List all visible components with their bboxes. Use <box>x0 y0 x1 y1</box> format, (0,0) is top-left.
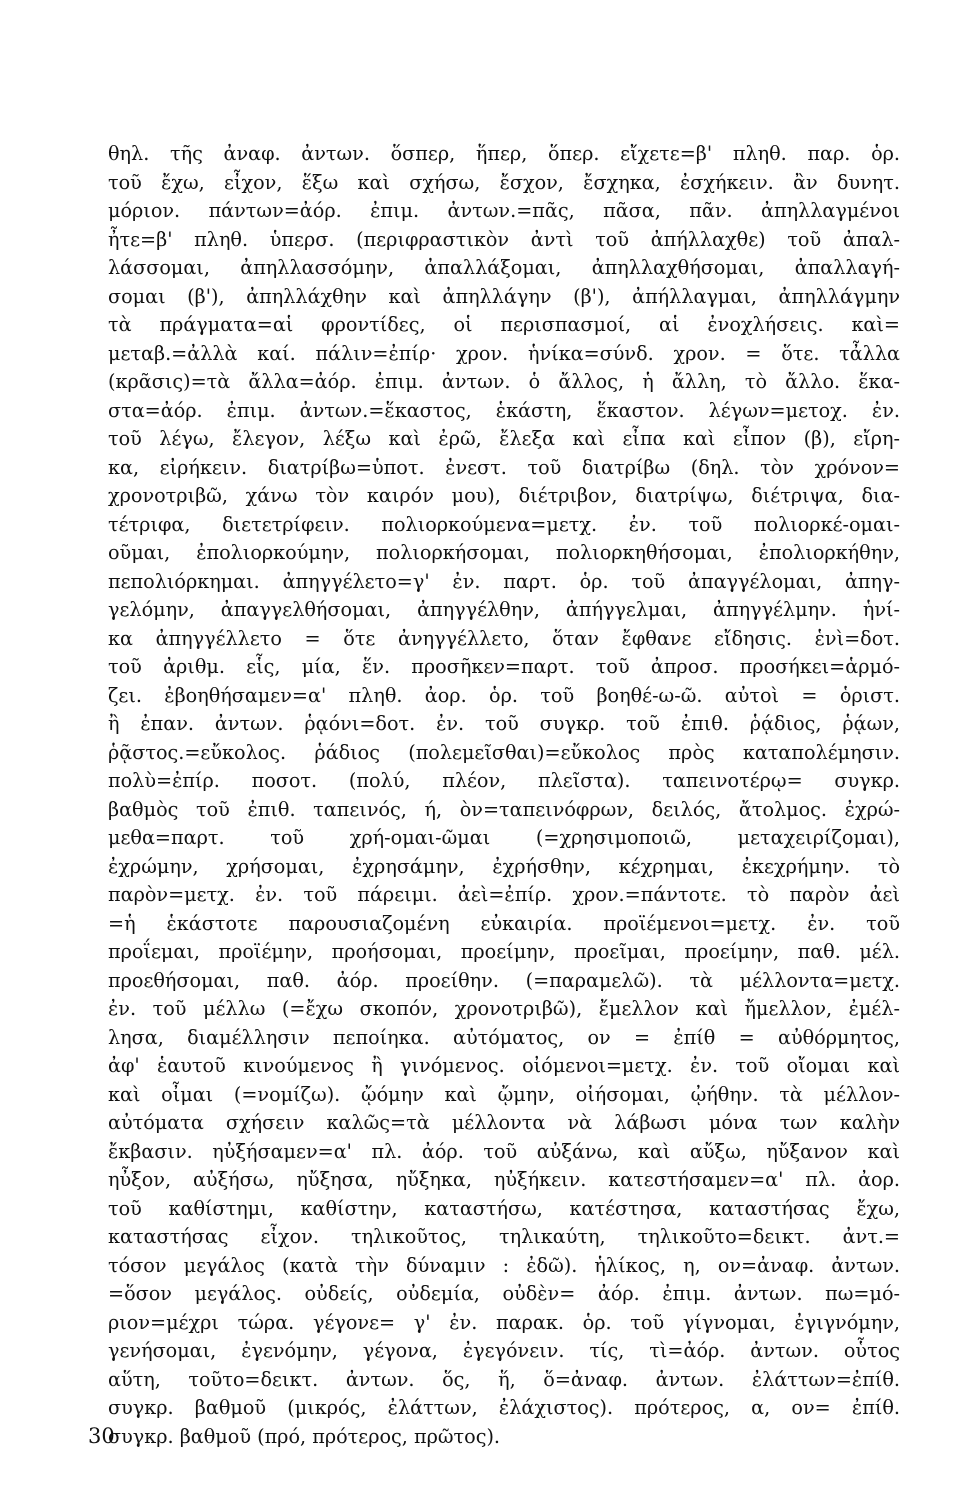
text-line: =ἡ ἑκάστοτε παρουσιαζομένη εὐκαιρία. προϊέμενοι=μετχ. ἐν. τοῦ <box>108 911 900 935</box>
text-line: τοῦ λέγω, ἔλεγον, λέξω καὶ ἐρῶ, ἔλεξα καὶ εἶπα καὶ εἶπον (β), εἴρη- <box>108 427 900 450</box>
text-line: τοῦ ἀριθμ. εἷς, μία, ἕν. προσῆκεν=παρτ. τοῦ ἀπροσ. προσήκει=ἁρμό- <box>108 655 900 678</box>
text-line: ηὖξον, αὐξήσω, ηὔξησα, ηὔξηκα, ηὐξήκειν. κατεστήσαμεν=α' πλ. ἀορ. <box>108 1168 900 1191</box>
text-line: τὰ πράγματα=αἱ φροντίδες, οἱ περισπασμοί, αἱ ἐνοχλήσεις. καὶ= <box>108 313 900 336</box>
text-line: ἀφ' ἑαυτοῦ κινούμενος ἢ γινόμενος. οἰόμενοι=μετχ. ἐν. τοῦ οἴομαι καὶ <box>108 1054 900 1077</box>
text-line: τέτριφα, διετετρίφειν. πολιορκούμενα=μετχ. ἐν. τοῦ πολιορκέ-ομαι- <box>108 512 900 536</box>
text-line: κα ἀπηγγέλλετο = ὅτε ἀνηγγέλλετο, ὅταν ἔφθανε εἴδησις. ἑνὶ=δοτ. <box>108 626 900 650</box>
text-line: =ὅσον μεγάλος. οὐδείς, οὐδεμία, οὐδὲν= ἀόρ. ἐπιμ. ἀντων. πω=μό- <box>108 1282 900 1305</box>
text-line: παρὸν=μετχ. ἐν. τοῦ πάρειμι. ἀεὶ=ἐπίρ. χρον.=πάντοτε. τὸ παρὸν ἀεὶ <box>108 883 900 906</box>
text-line: λησα, διαμέλλησιν πεποίηκα. αὐτόματος, ον = ἐπίθ = αὐθόρμητος, <box>108 1025 900 1049</box>
text-line: τοῦ ἔχω, εἶχον, ἕξω καὶ σχήσω, ἔσχον, ἔσχηκα, ἐσχήκειν. ἂν δυνητ. <box>108 170 900 194</box>
text-line: σομαι (β'), ἀπηλλάχθην καὶ ἀπηλλάγην (β'), ἀπήλλαγμαι, ἀπηλλάγμην <box>108 284 900 308</box>
text-line: μεταβ.=ἀλλὰ καί. πάλιν=ἐπίρ· χρον. ἡνίκα=σύνδ. χρον. = ὅτε. τἆλλα <box>108 341 900 365</box>
text-line: τοῦ καθίστημι, καθίστην, καταστήσω, κατέστησα, καταστήσας ἔχω, <box>108 1196 900 1220</box>
text-line: συγκρ. βαθμοῦ (πρό, πρότερος, πρῶτος). <box>108 1424 501 1448</box>
text-line: μεθα=παρτ. τοῦ χρή-ομαι-ῶμαι (=χρησιμοποιῶ, μεταχειρίζομαι), <box>108 826 900 849</box>
text-line: ριον=μέχρι τώρα. γέγονε= γ' ἐν. παρακ. ὁρ. τοῦ γίγνομαι, ἐγιγνόμην, <box>108 1310 900 1334</box>
text-line: ἐχρώμην, χρήσομαι, ἐχρησάμην, ἐχρήσθην, κέχρημαι, ἐκεχρήμην. τὸ <box>108 854 900 878</box>
text-line: γενήσομαι, ἐγενόμην, γέγονα, ἐγεγόνειν. τίς, τὶ=ἀόρ. ἀντων. οὗτος <box>108 1339 900 1362</box>
text-line: κα, εἰρήκειν. διατρίβω=ὑποτ. ἐνεστ. τοῦ διατρίβω (δηλ. τὸν χρόνον= <box>108 455 900 479</box>
text-line: τόσον μεγάλος (κατὰ τὴν δύναμιν : ἐδῶ). ἡλίκος, η, ον=ἀναφ. ἀντων. <box>108 1253 900 1277</box>
document-text-block <box>108 140 900 1451</box>
text-line: βαθμὸς τοῦ ἐπιθ. ταπεινός, ή, ὸν=ταπεινόφρων, δειλός, ἄτολμος. ἐχρώ- <box>108 797 900 821</box>
text-line: ῥᾷστος.=εὔκολος. ῥάδιος (πολεμεῖσθαι)=εὔκολος πρὸς καταπολέμησιν. <box>108 740 900 764</box>
text-line: ἢ ἐπαν. ἀντων. ῥᾳόνι=δοτ. ἐν. τοῦ συγκρ. τοῦ ἐπιθ. ῥᾴδιος, ῥᾴων, <box>108 712 900 735</box>
text-line: θηλ. τῆς ἀναφ. ἀντων. ὅσπερ, ἥπερ, ὅπερ. εἴχετε=β' πληθ. παρ. ὁρ. <box>108 142 900 165</box>
text-line: γελόμην, ἀπαγγελθήσομαι, ἀπηγγέλθην, ἀπήγγελμαι, ἀπηγγέλμην. ἡνί- <box>108 598 900 621</box>
text-line: πολὺ=ἐπίρ. ποσοτ. (πολύ, πλέον, πλεῖστα). ταπεινοτέρῳ= συγκρ. <box>108 769 900 792</box>
text-line: στα=ἀόρ. ἐπιμ. ἀντων.=ἕκαστος, ἑκάστη, ἕκαστον. λέγων=μετοχ. ἐν. <box>108 398 900 422</box>
text-line: ἐν. τοῦ μέλλω (=ἔχω σκοπόν, χρονοτριβῶ), ἔμελλον καὶ ἤμελλον, ἐμέλ- <box>108 997 900 1020</box>
text-line: προΐεμαι, προϊέμην, προήσομαι, προείμην, προεῖμαι, προείμην, παθ. μέλ. <box>108 940 900 963</box>
text-line: χρονοτριβῶ, χάνω τὸν καιρόν μου), διέτριβον, διατρίψω, διέτριψα, δια- <box>108 484 900 507</box>
text-line: καὶ οἶμαι (=νομίζω). ᾤόμην καὶ ᾤμην, οἰήσομαι, ᾠήθην. τὰ μέλλον- <box>108 1082 900 1106</box>
page-number: 30 <box>88 1424 115 1448</box>
text-line: συγκρ. βαθμοῦ (μικρός, ἐλάττων, ἐλάχιστος). πρότερος, α, ον= ἐπίθ. <box>108 1396 900 1419</box>
text-line: οῦμαι, ἐπολιορκούμην, πολιορκήσομαι, πολιορκηθήσομαι, ἐπολιορκήθην, <box>108 541 900 564</box>
text-line: ἦτε=β' πληθ. ὑπερσ. (περιφραστικὸν ἀντὶ τοῦ ἀπήλλαχθε) τοῦ ἀπαλ- <box>108 227 900 251</box>
text-line: (κρᾶσις)=τὰ ἄλλα=ἀόρ. ἐπιμ. ἀντων. ὁ ἄλλος, ἡ ἄλλη, τὸ ἄλλο. ἕκα- <box>108 370 900 393</box>
text-line: πεπολιόρκημαι. ἀπηγγέλετο=γ' ἐν. παρτ. ὁρ. τοῦ ἀπαγγέλομαι, ἀπηγ- <box>108 569 900 593</box>
text-line: ἔκβασιν. ηὐξήσαμεν=α' πλ. ἀόρ. τοῦ αὐξάνω, καὶ αὔξω, ηὔξανον καὶ <box>108 1139 900 1163</box>
text-line: αὐτόματα σχήσειν καλῶς=τὰ μέλλοντα νὰ λάβωσι μόνα των καλὴν <box>108 1111 900 1134</box>
text-line: μόριον. πάντων=ἀόρ. ἐπιμ. ἀντων.=πᾶς, πᾶσα, πᾶν. ἀπηλλαγμένοι <box>108 199 900 222</box>
text-line: αὕτη, τοῦτο=δεικτ. ἀντων. ὅς, ἥ, ὅ=ἀναφ. ἀντων. ἐλάττων=ἐπίθ. <box>108 1367 900 1391</box>
text-line: ζει. ἐβοηθήσαμεν=α' πληθ. ἀορ. ὁρ. τοῦ βοηθέ-ω-ῶ. αὐτοὶ = ὁριστ. <box>108 683 900 707</box>
text-line: λάσσομαι, ἀπηλλασσόμην, ἀπαλλάξομαι, ἀπηλλαχθήσομαι, ἀπαλλαγή- <box>108 256 900 279</box>
text-line: προεθήσομαι, παθ. ἀόρ. προείθην. (=παραμελῶ). τὰ μέλλοντα=μετχ. <box>108 968 900 992</box>
text-line: καταστήσας εἶχον. τηλικοῦτος, τηλικαύτη, τηλικοῦτο=δεικτ. ἀντ.= <box>108 1225 900 1248</box>
